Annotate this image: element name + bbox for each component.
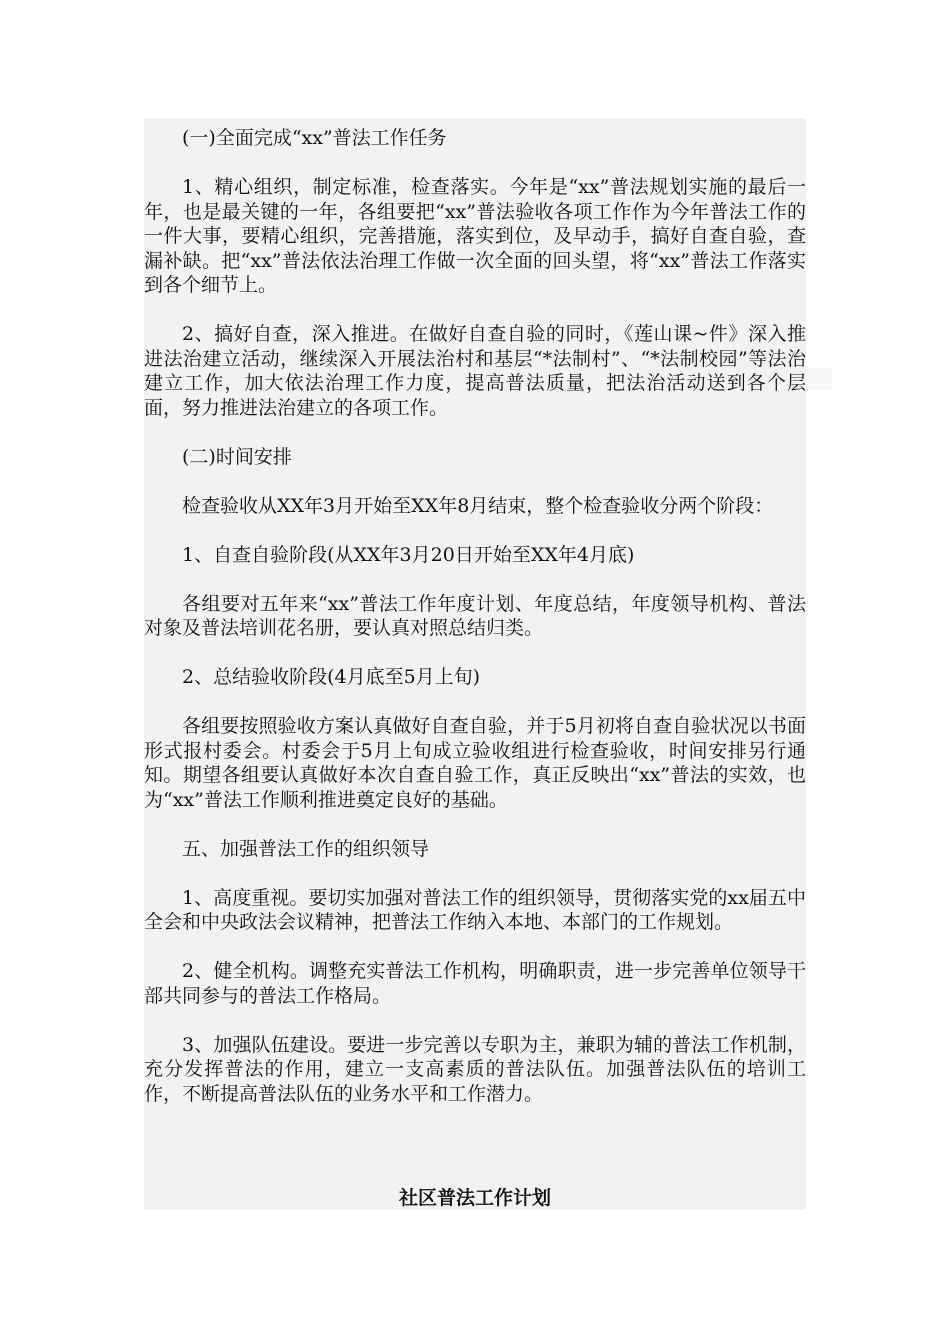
- paragraph: 2、健全机构。调整充实普法工作机构，明确职责，进一步完善单位领导干部共同参与的普法工作格局。: [144, 960, 806, 1007]
- paragraph: 1、精心组织，制定标准，检查落实。今年是“xx”普法规划实施的最后一年，也是最关键的一年，各组要把“xx”普法验收各项工作作为今年普法工作的一件大事，要精心组织，完善措施，落实到位，及早动手，搞好自查自验，查漏补缺。把“xx”普法依法治理工作做一次全面的回头望，将“xx”普法工作落实到各个细节上。: [144, 176, 806, 296]
- document-body: [144, 118, 806, 1131]
- section-heading: 五、加强普法工作的组织领导: [182, 837, 430, 860]
- paragraph-heading-2: (二)时间安排: [182, 445, 292, 468]
- paragraph: 各组要对五年来“xx”普法工作年度计划、年度总结，年度领导机构、普法对象及普法培训花名册，要认真对照总结归类。: [144, 592, 806, 639]
- margin-overflow-strip: [806, 368, 832, 390]
- paragraph: 1、高度重视。要切实加强对普法工作的组织领导，贯彻落实党的xx届五中全会和中央政法会议精神，把普法工作纳入本地、本部门的工作规划。: [144, 886, 806, 933]
- paragraph: 3、加强队伍建设。要进一步完善以专职为主，兼职为辅的普法工作机制，充分发挥普法的作用，建立一支高素质的普法队伍。加强普法队伍的培训工作，不断提高普法队伍的业务水平和工作潜力。: [144, 1033, 806, 1105]
- paragraph: 2、总结验收阶段(4月底至5月上旬): [182, 666, 481, 688]
- paragraph: 各组要按照验收方案认真做好自查自验，并于5月初将自查自验状况以书面形式报村委会。村委会于5月上旬成立验收组进行检查验收，时间安排另行通知。期望各组要认真做好本次自查自验工作，真正反映出“xx”普法的实效，也为“xx”普法工作顺利推进奠定良好的基础。: [144, 715, 806, 811]
- paragraph: 检查验收从XX年3月开始至XX年8月结束，整个检查验收分两个阶段：: [182, 494, 774, 517]
- document-title: 社区普法工作计划: [398, 1187, 551, 1209]
- paragraph-heading-1: (一)全面完成“xx”普法工作任务: [182, 127, 447, 149]
- document-page: [144, 118, 806, 1210]
- paragraph: 1、自查自验阶段(从XX年3月20日开始至XX年4月底): [182, 543, 635, 566]
- paragraph: 2、搞好自查，深入推进。在做好自查自验的同时，《莲山课~件》深入推进法治建立活动，继续深入开展法治村和基层“*法制村”、“*法制校园”等法治建立工作，加大依法治理工作力度，提高普法质量，把法治活动送到各个层面，努力推进法治建立的各项工作。: [144, 323, 806, 419]
